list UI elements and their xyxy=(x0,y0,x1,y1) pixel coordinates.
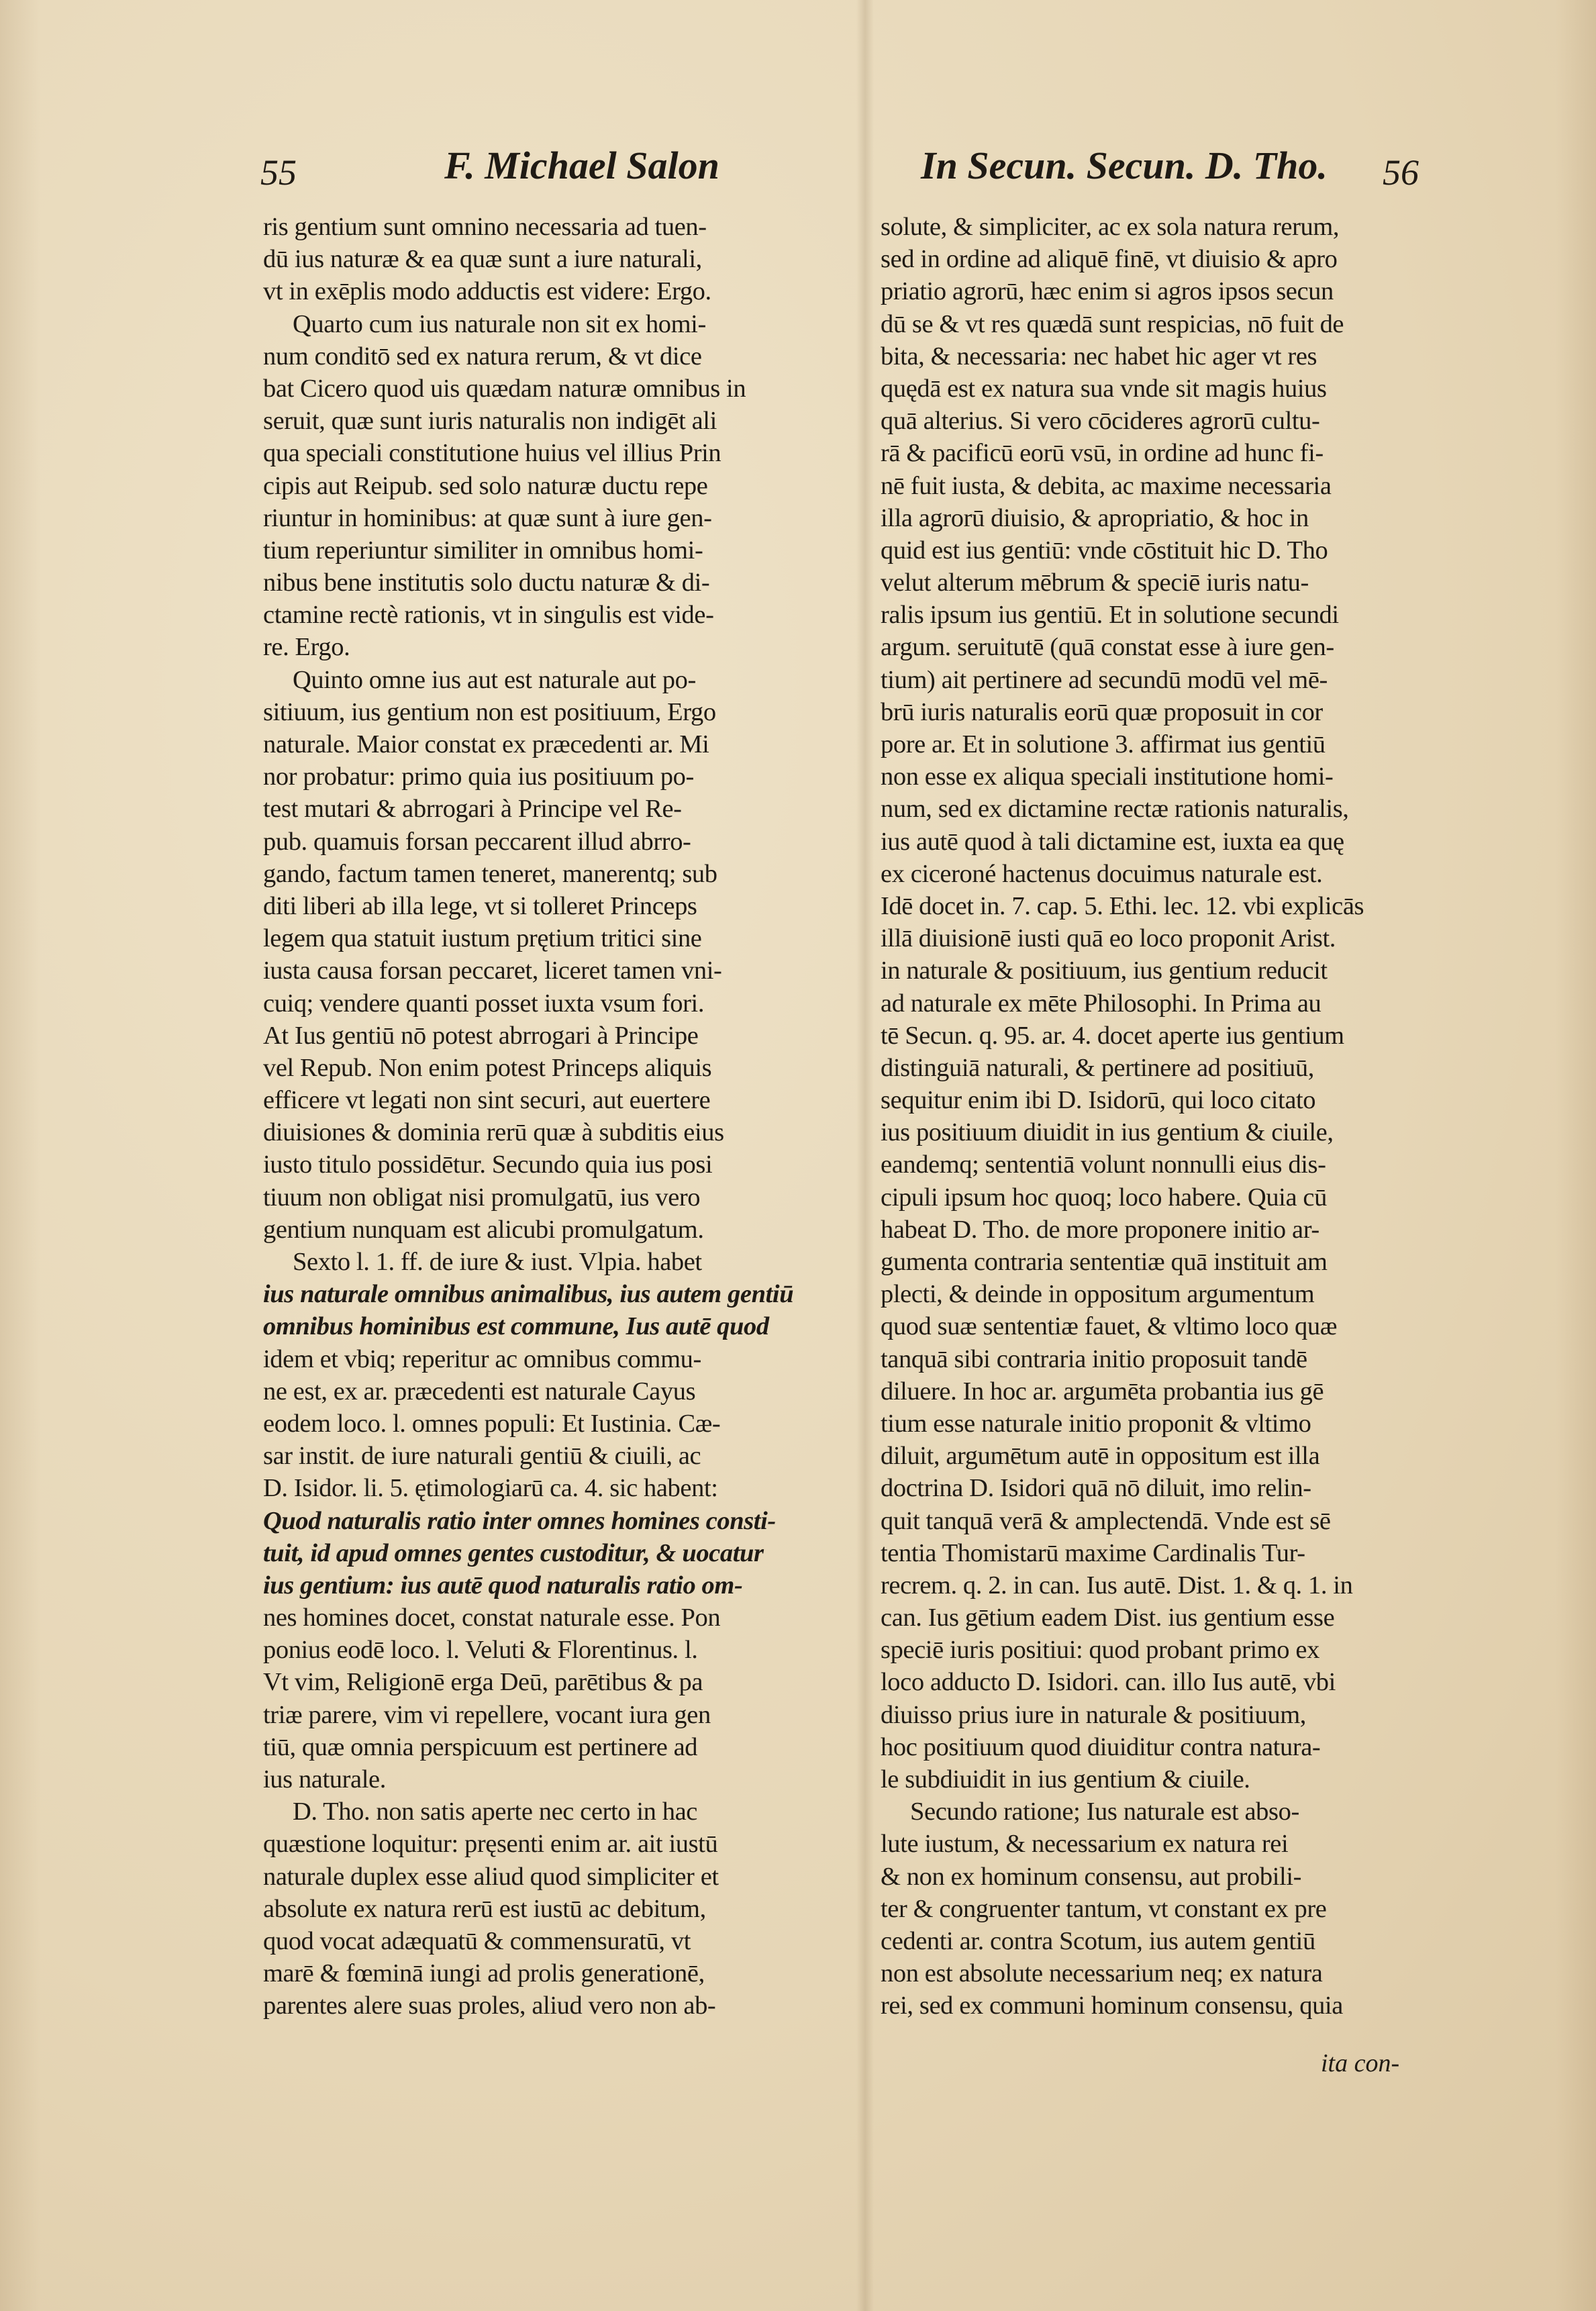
left-text-column xyxy=(263,211,819,2022)
text-line: marē & fœminā iungi ad prolis generationē, xyxy=(263,1959,705,1988)
text-line: cipis aut Reipub. sed solo naturæ ductu repe xyxy=(263,471,708,500)
text-line: quid est ius gentiū: vnde cōstituit hic D. Tho xyxy=(881,536,1328,564)
text-line: quod vocat adæquatū & commensuratū, vt xyxy=(263,1926,691,1955)
text-line: velut alterum mēbrum & speciē iuris natu- xyxy=(881,569,1309,597)
text-line: bita, & necessaria: nec habet hic ager vt res xyxy=(881,342,1317,371)
text-line: tanquā sibi contraria initio proposuit tandē xyxy=(881,1344,1307,1373)
text-line: non esse ex aliqua speciali institutione homi- xyxy=(881,763,1334,791)
text-line: tiū, quæ omnia perspicuum est pertinere ad xyxy=(263,1732,698,1761)
text-line: Quarto cum ius naturale non sit ex homi- xyxy=(293,309,706,338)
text-line: num conditō sed ex natura rerum, & vt dice xyxy=(263,342,702,371)
text-line: solute, & simpliciter, ac ex sola natura rerum, xyxy=(881,213,1340,241)
text-line: triæ parere, vim vi repellere, vocant iura gen xyxy=(263,1700,711,1729)
right-running-title: In Secun. Secun. D. Tho. xyxy=(921,144,1328,187)
text-line: illā diuisionē iusti quā eo loco proponit Arist. xyxy=(881,924,1336,953)
text-line: D. Tho. non satis aperte nec certo in hac xyxy=(293,1798,697,1826)
text-line: illa agrorū diuisio, & apropriatio, & hoc in xyxy=(881,503,1309,532)
text-line: Quod naturalis ratio inter omnes homines consti- xyxy=(263,1506,776,1535)
text-line: naturale duplex esse aliud quod simpliciter et xyxy=(263,1862,719,1891)
text-line: ius naturale omnibus animalibus, ius autem gentiū xyxy=(263,1280,794,1309)
catchword: ita con- xyxy=(1321,2049,1400,2077)
text-line: in naturale & positiuum, ius gentium reducit xyxy=(881,956,1328,985)
text-line: ponius eodē loco. l. Veluti & Florentinus. l. xyxy=(263,1636,698,1665)
text-line: dū se & vt res quædā sunt respicias, nō fuit de xyxy=(881,309,1344,338)
text-line: diuisso prius iure in naturale & positiuum, xyxy=(881,1700,1307,1729)
text-line: ius gentium: ius autē quod naturalis ratio om- xyxy=(263,1571,743,1600)
text-line: distinguiā naturali, & pertinere ad positiuū, xyxy=(881,1053,1314,1082)
text-line: nē fuit iusta, & debita, ac maxime necessaria xyxy=(881,471,1332,500)
text-line: eodem loco. l. omnes populi: Et Iustinia. Cæ- xyxy=(263,1409,721,1438)
text-line: priatio agrorū, hæc enim si agros ipsos secun xyxy=(881,277,1334,306)
text-line: ius naturale. xyxy=(263,1765,386,1793)
text-line: ius autē quod à tali dictamine est, iuxta ea quę xyxy=(881,827,1344,856)
text-line: pore ar. Et in solutione 3. affirmat ius gentiū xyxy=(881,730,1326,758)
text-line: doctrina D. Isidori quā nō diluit, imo relin- xyxy=(881,1474,1311,1503)
text-line: diluere. In hoc ar. argumēta probantia ius gē xyxy=(881,1377,1324,1406)
text-line: bat Cicero quod uis quædam naturæ omnibus in xyxy=(263,374,746,403)
text-line: legem qua statuit iustum prętium tritici sine xyxy=(263,924,702,953)
text-line: loco adducto D. Isidori. can. illo Ius autē, vbi xyxy=(881,1668,1336,1697)
text-line: D. Isidor. li. 5. ętimologiarū ca. 4. sic habent: xyxy=(263,1474,718,1503)
text-line: gentium nunquam est alicubi promulgatum. xyxy=(263,1215,704,1244)
text-line: non est absolute necessarium neq; ex natura xyxy=(881,1959,1323,1988)
text-line: dū ius naturæ & ea quæ sunt a iure naturali, xyxy=(263,245,702,274)
text-line: tium esse naturale initio proponit & vltimo xyxy=(881,1409,1311,1438)
text-line: lute iustum, & necessarium ex natura rei xyxy=(881,1830,1289,1859)
text-line: rā & pacificū eorū vsū, in ordine ad hunc fi- xyxy=(881,439,1324,468)
text-line: vel Repub. Non enim potest Princeps aliquis xyxy=(263,1053,712,1082)
text-line: tium reperiuntur similiter in omnibus homi- xyxy=(263,536,703,564)
text-line: diluit, argumētum autē in oppositum est illa xyxy=(881,1442,1320,1471)
text-line: argum. seruitutē (quā constat esse à iure gen- xyxy=(881,633,1334,662)
book-gutter xyxy=(856,0,874,2311)
text-line: ris gentium sunt omnino necessaria ad tuen- xyxy=(263,213,707,241)
text-line: quędā est ex natura sua vnde sit magis huius xyxy=(881,374,1327,403)
text-line: pub. quamuis forsan peccarent illud abrro- xyxy=(263,827,691,856)
text-line: diti liberi ab illa lege, vt si tolleret Princeps xyxy=(263,891,697,920)
text-line: At Ius gentiū nō potest abrrogari à Principe xyxy=(263,1021,699,1050)
text-line: ne est, ex ar. præcedenti est naturale Cayus xyxy=(263,1377,696,1406)
text-line: Quinto omne ius aut est naturale aut po- xyxy=(293,665,696,694)
text-line: ctamine rectè rationis, vt in singulis est vide- xyxy=(263,601,714,630)
text-line: tium) ait pertinere ad secundū modū vel mē- xyxy=(881,665,1328,694)
text-line: idem et vbiq; reperitur ac omnibus commu- xyxy=(263,1344,701,1373)
text-line: nibus bene institutis solo ductu naturæ & di- xyxy=(263,569,710,597)
text-line: sitiuum, ius gentium non est positiuum, Ergo xyxy=(263,697,716,726)
text-line: absolute ex natura rerū est iustū ac debitum, xyxy=(263,1894,706,1923)
text-line: num, sed ex dictamine rectæ rationis naturalis, xyxy=(881,795,1349,824)
left-running-title: F. Michael Salon xyxy=(444,144,719,187)
text-line: plecti, & deinde in oppositum argumentum xyxy=(881,1280,1315,1309)
text-line: diuisiones & dominia rerū quæ à subditis eius xyxy=(263,1118,724,1147)
text-line: ad naturale ex mēte Philosophi. In Prima au xyxy=(881,989,1321,1018)
text-line: riuntur in hominibus: at quæ sunt à iure gen- xyxy=(263,503,712,532)
text-line: can. Ius gētium eadem Dist. ius gentium esse xyxy=(881,1604,1335,1632)
right-page-number: 56 xyxy=(1383,152,1419,193)
text-line: quæstione loquitur: pręsenti enim ar. ait iustū xyxy=(263,1830,718,1859)
text-line: hoc positiuum quod diuiditur contra natura- xyxy=(881,1732,1321,1761)
text-line: quod suæ sententiæ fauet, & vltimo loco quæ xyxy=(881,1312,1338,1341)
text-line: tiuum non obligat nisi promulgatū, ius vero xyxy=(263,1183,701,1212)
text-line: sar instit. de iure naturali gentiū & ciuili, ac xyxy=(263,1442,701,1471)
text-line: brū iuris naturalis eorū quæ proposuit in cor xyxy=(881,697,1323,726)
text-line: gando, factum tamen teneret, manerentq; sub xyxy=(263,859,717,888)
text-line: qua speciali constitutione huius vel illius Prin xyxy=(263,439,721,468)
text-line: seruit, quæ sunt iuris naturalis non indigēt ali xyxy=(263,407,717,436)
text-line: Vt vim, Religionē erga Deū, parētibus & pa xyxy=(263,1668,703,1697)
text-line: quit tanquā verā & amplectendā. Vnde est sē xyxy=(881,1506,1331,1535)
text-line: efficere vt legati non sint securi, aut euertere xyxy=(263,1086,711,1115)
text-line: naturale. Maior constat ex præcedenti ar. Mi xyxy=(263,730,709,758)
text-line: Sexto l. 1. ff. de iure & iust. Vlpia. habet xyxy=(293,1248,702,1276)
text-line: tentia Thomistarū maxime Cardinalis Tur- xyxy=(881,1538,1305,1567)
page-edge-shadow xyxy=(0,0,40,2311)
text-line: re. Ergo. xyxy=(263,633,350,662)
text-line: cedenti ar. contra Scotum, ius autem gentiū xyxy=(881,1926,1315,1955)
text-line: ex ciceroné hactenus docuimus naturale est. xyxy=(881,859,1323,888)
text-line: tē Secun. q. 95. ar. 4. docet aperte ius gentium xyxy=(881,1021,1344,1050)
text-line: cipuli ipsum hoc quoq; loco habere. Quia cū xyxy=(881,1183,1327,1212)
text-line: quā alterius. Si vero cōcideres agrorū cultu- xyxy=(881,407,1320,436)
text-line: rei, sed ex communi hominum consensu, quia xyxy=(881,1992,1343,2020)
text-line: parentes alere suas proles, aliud vero non ab- xyxy=(263,1992,716,2020)
text-line: nor probatur: primo quia ius positiuum po- xyxy=(263,763,694,791)
text-line: eandemq; sententiā volunt nonnulli eius dis- xyxy=(881,1150,1326,1179)
text-line: & non ex hominum consensu, aut probili- xyxy=(881,1862,1302,1891)
text-line: sequitur enim ibi D. Isidorū, qui loco citato xyxy=(881,1086,1316,1115)
text-line: le subdiuidit in ius gentium & ciuile. xyxy=(881,1765,1250,1793)
text-line: Secundo ratione; Ius naturale est abso- xyxy=(910,1798,1299,1826)
text-line: Idē docet in. 7. cap. 5. Ethi. lec. 12. vbi explicās xyxy=(881,891,1364,920)
text-line: vt in exēplis modo adductis est videre: Ergo. xyxy=(263,277,711,306)
text-line: recrem. q. 2. in can. Ius autē. Dist. 1. & q. 1. in xyxy=(881,1571,1353,1600)
text-line: ralis ipsum ius gentiū. Et in solutione secundi xyxy=(881,601,1339,630)
text-line: iusta causa forsan peccaret, liceret tamen vni- xyxy=(263,956,722,985)
text-line: gumenta contraria sententiæ quā instituit am xyxy=(881,1248,1328,1276)
text-line: nes homines docet, constat naturale esse. Pon xyxy=(263,1604,721,1632)
left-page-number: 55 xyxy=(260,152,297,193)
page-edge-shadow xyxy=(1556,0,1596,2311)
text-line: speciē iuris positiui: quod probant primo ex xyxy=(881,1636,1319,1665)
text-line: sed in ordine ad aliquē finē, vt diuisio & apro xyxy=(881,245,1338,274)
text-line: cuiq; vendere quanti posset iuxta vsum fori. xyxy=(263,989,705,1018)
text-line: ius positiuum diuidit in ius gentium & ciuile, xyxy=(881,1118,1334,1147)
text-line: tuit, id apud omnes gentes custoditur, & uocatur xyxy=(263,1538,764,1567)
text-line: iusto titulo possidētur. Secundo quia ius posi xyxy=(263,1150,713,1179)
text-line: habeat D. Tho. de more proponere initio ar- xyxy=(881,1215,1319,1244)
text-line: test mutari & abrrogari à Principe vel Re- xyxy=(263,795,682,824)
right-text-column xyxy=(881,211,1424,2022)
text-line: omnibus hominibus est commune, Ius autē quod xyxy=(263,1312,769,1341)
text-line: ter & congruenter tantum, vt constant ex pre xyxy=(881,1894,1327,1923)
